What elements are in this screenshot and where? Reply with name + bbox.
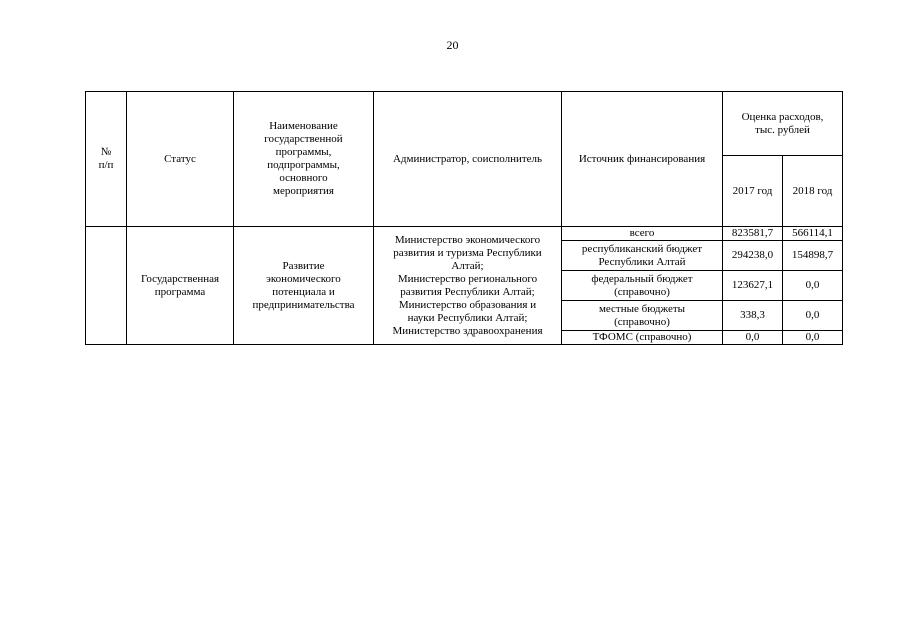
source-cell: республиканский бюджет Республики Алтай	[562, 241, 723, 271]
source-cell: всего	[562, 227, 723, 241]
value-2018: 566114,1	[783, 227, 843, 241]
header-year-2017: 2017 год	[723, 156, 783, 227]
program-name: Развитие экономического потенциала и предпринимательства	[234, 227, 374, 345]
header-year-2018: 2018 год	[783, 156, 843, 227]
value-2017: 338,3	[723, 301, 783, 331]
header-estimate: Оценка расходов, тыс. рублей	[723, 92, 843, 156]
header-row-1	[86, 92, 843, 156]
program-admin: Министерство экономического развития и туризма Республики Алтай; Министерство регионального развития Республики Алтай; Министерство образования и науки Республики Алтай; Министерство здравоохранения	[374, 227, 562, 345]
source-cell: ТФОМС (справочно)	[562, 331, 723, 345]
budget-table	[85, 91, 843, 345]
value-2017: 294238,0	[723, 241, 783, 271]
value-2017: 823581,7	[723, 227, 783, 241]
value-2018: 154898,7	[783, 241, 843, 271]
header-status: Статус	[127, 92, 234, 227]
value-2017: 0,0	[723, 331, 783, 345]
header-admin: Администратор, соисполнитель	[374, 92, 562, 227]
table-row	[86, 227, 843, 241]
program-num	[86, 227, 127, 345]
header-name: Наименование государственной программы, подпрограммы, основного мероприятия	[234, 92, 374, 227]
source-cell: местные бюджеты (справочно)	[562, 301, 723, 331]
page-number: 20	[446, 38, 459, 52]
value-2018: 0,0	[783, 271, 843, 301]
source-cell: федеральный бюджет (справочно)	[562, 271, 723, 301]
value-2018: 0,0	[783, 301, 843, 331]
header-source: Источник финансирования	[562, 92, 723, 227]
value-2017: 123627,1	[723, 271, 783, 301]
program-status: Государственная программа	[127, 227, 234, 345]
header-num: № п/п	[86, 92, 127, 227]
value-2018: 0,0	[783, 331, 843, 345]
